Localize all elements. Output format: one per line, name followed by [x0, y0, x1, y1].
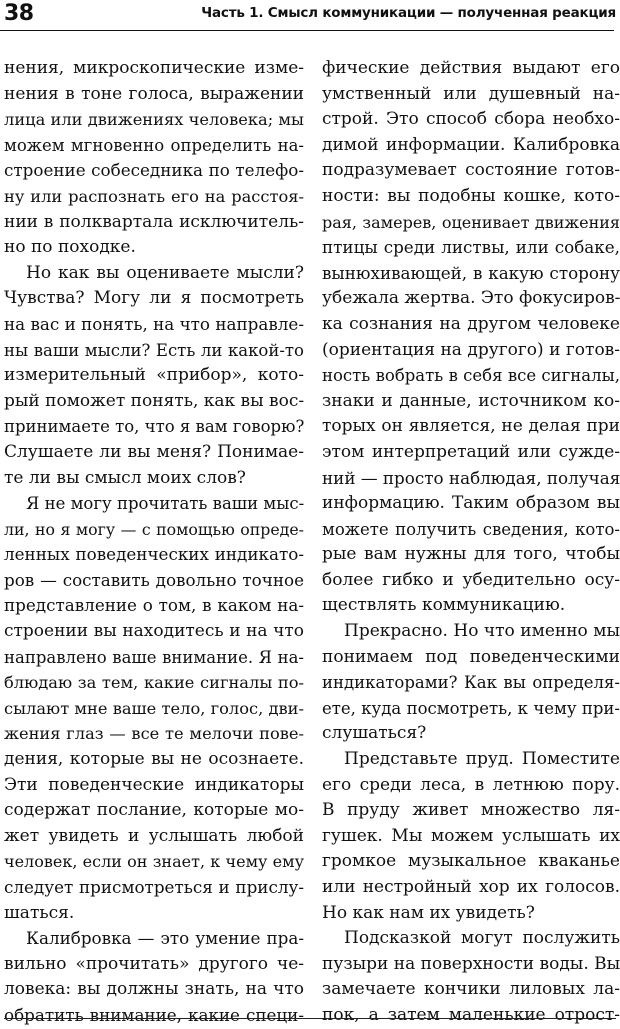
text-line: содержат послание, которые мо-: [4, 800, 304, 821]
text-line: ществлять коммуникацию.: [322, 595, 566, 616]
text-line: Слушаете ли вы меня? Понимае-: [4, 441, 304, 462]
text-line: птицы среди листвы, или собаке,: [322, 237, 620, 258]
text-line: слушаться?: [322, 723, 427, 744]
text-line: сылают мне ваше тело, голос, дви-: [4, 698, 304, 718]
text-line: гушек. Мы можем услышать их: [322, 825, 620, 846]
text-line: умственный или душевный на-: [322, 83, 620, 104]
text-line: ли, но я могу — с помощью опреде-: [4, 519, 304, 539]
text-line: рые вам нужны для того, чтобы: [322, 544, 620, 565]
text-line: замечаете кончики лиловых ла-: [322, 979, 620, 1000]
running-head: Часть 1. Смысл коммуникации — полученная реакция: [201, 5, 616, 21]
text-line: рый поможет понять, как вы вос-: [4, 390, 304, 411]
right-text-column: [322, 56, 620, 1029]
text-line: Эти поведенческие индикаторы: [4, 774, 304, 795]
text-line: индикаторами? Как вы определя-: [322, 673, 620, 693]
text-line: Чувства? Могу ли я посмотреть: [4, 288, 304, 309]
text-line: убежала жертва. Это фокусиров-: [322, 288, 620, 309]
page-number: 38: [4, 1, 34, 26]
text-line: на вас и понять, на что направле-: [4, 313, 304, 334]
text-line: следует присмотреться и прислу-: [4, 877, 304, 897]
text-line: Я не могу прочитать ваши мыс-: [26, 494, 304, 514]
text-line: более гибко и убедительно осу-: [322, 569, 620, 590]
text-line: ности: вы подобны кошке, кото-: [322, 185, 620, 206]
text-line: вильно «прочитать» другого че-: [4, 953, 304, 974]
text-line: нии в полквартала исключитель-: [4, 211, 304, 232]
text-line: ете, куда посмотреть, к чему при-: [322, 698, 620, 718]
text-line: строении вы находитесь и на что: [4, 621, 304, 642]
footer-rule: [4, 1018, 616, 1019]
text-line: подразумевает состояние готов-: [322, 160, 620, 181]
text-line: рая, замерев, оценивает движения: [322, 212, 620, 232]
text-line: Прекрасно. Но что именно мы: [344, 621, 620, 642]
text-line: принимаете то, что я вам говорю?: [4, 417, 304, 437]
text-line: измерительный «прибор», кото-: [4, 365, 304, 386]
text-line: Подсказкой могут послужить: [344, 928, 620, 949]
text-line: (ориентация на другого) и готов-: [322, 339, 620, 360]
text-line: Калибровка — это умение пра-: [26, 928, 304, 949]
text-line: димой информации. Калибровка: [322, 134, 620, 155]
text-line: ловека: вы должны знать, на что: [4, 979, 304, 1000]
text-line: направлено ваше внимание. Я на-: [4, 647, 304, 667]
text-line: строение собеседника по телефо-: [4, 160, 304, 181]
text-line: громкое музыкальное кваканье: [322, 851, 620, 872]
text-line: фические действия выдают его: [322, 58, 620, 78]
text-line: обратить внимание, какие специ-: [4, 1004, 304, 1025]
text-line: нения, микроскопические изме-: [4, 58, 304, 78]
text-line: ров — составить довольно точное: [4, 569, 304, 590]
text-line: ка сознания на другом человеке: [322, 313, 620, 334]
page-header: [0, 0, 620, 36]
text-line: пок, а затем маленькие отрост-: [322, 1004, 620, 1025]
text-line: те ли вы смысл моих слов?: [4, 467, 246, 488]
text-line: ны ваши мысли? Есть ли какой-то: [4, 340, 304, 360]
header-rule: [0, 30, 614, 31]
text-line: шаться.: [4, 902, 75, 923]
text-line: вынюхивающей, в какую сторону: [322, 262, 620, 283]
text-line: представление о том, в каком на-: [4, 595, 304, 616]
text-line: Но как вы оцениваете мысли?: [26, 262, 304, 283]
text-line: можете получить сведения, кото-: [322, 519, 620, 539]
text-line: ленных поведенческих индикато-: [4, 544, 304, 565]
text-line: торых он является, не делая при: [322, 416, 620, 437]
text-line: понимаем под поведенческими: [322, 646, 620, 667]
text-line: нения в тоне голоса, выражении: [4, 83, 304, 104]
text-line: ний — просто наблюдая, получая: [322, 467, 620, 488]
text-line: жения глаз — все те мелочи пове-: [4, 724, 304, 744]
text-line: В пруду живет множество ля-: [322, 800, 620, 821]
text-line: ность вобрать в себя все сигналы,: [322, 366, 620, 386]
text-line: но по походке.: [4, 237, 136, 258]
text-line: или нестройный хор их голосов.: [322, 877, 620, 897]
text-line: информацию. Таким образом вы: [322, 493, 620, 514]
text-line: строй. Это способ сбора необхо-: [322, 109, 620, 130]
text-line: ну или распознать его на расстоя-: [4, 186, 304, 206]
text-line: лица или движениях человека; мы: [4, 110, 304, 130]
text-line: Представьте пруд. Поместите: [344, 749, 620, 770]
text-line: человек, если он знает, к чему ему: [4, 852, 304, 872]
text-line: пузыри на поверхности воды. Вы: [322, 953, 620, 974]
text-line: этом интерпретаций или сужде-: [322, 441, 620, 462]
left-text-column: [4, 56, 304, 1029]
text-line: знаки и данные, источником ко-: [322, 390, 620, 411]
text-line: Но как нам их увидеть?: [322, 902, 535, 923]
text-line: можем мгновенно определить на-: [4, 135, 304, 155]
text-line: его среди леса, в летнюю пору.: [322, 774, 620, 795]
text-line: жет увидеть и услышать любой: [4, 825, 304, 846]
text-line: блюдаю за тем, какие сигналы по-: [4, 673, 304, 693]
text-line: дения, которые вы не осознаете.: [4, 749, 304, 770]
